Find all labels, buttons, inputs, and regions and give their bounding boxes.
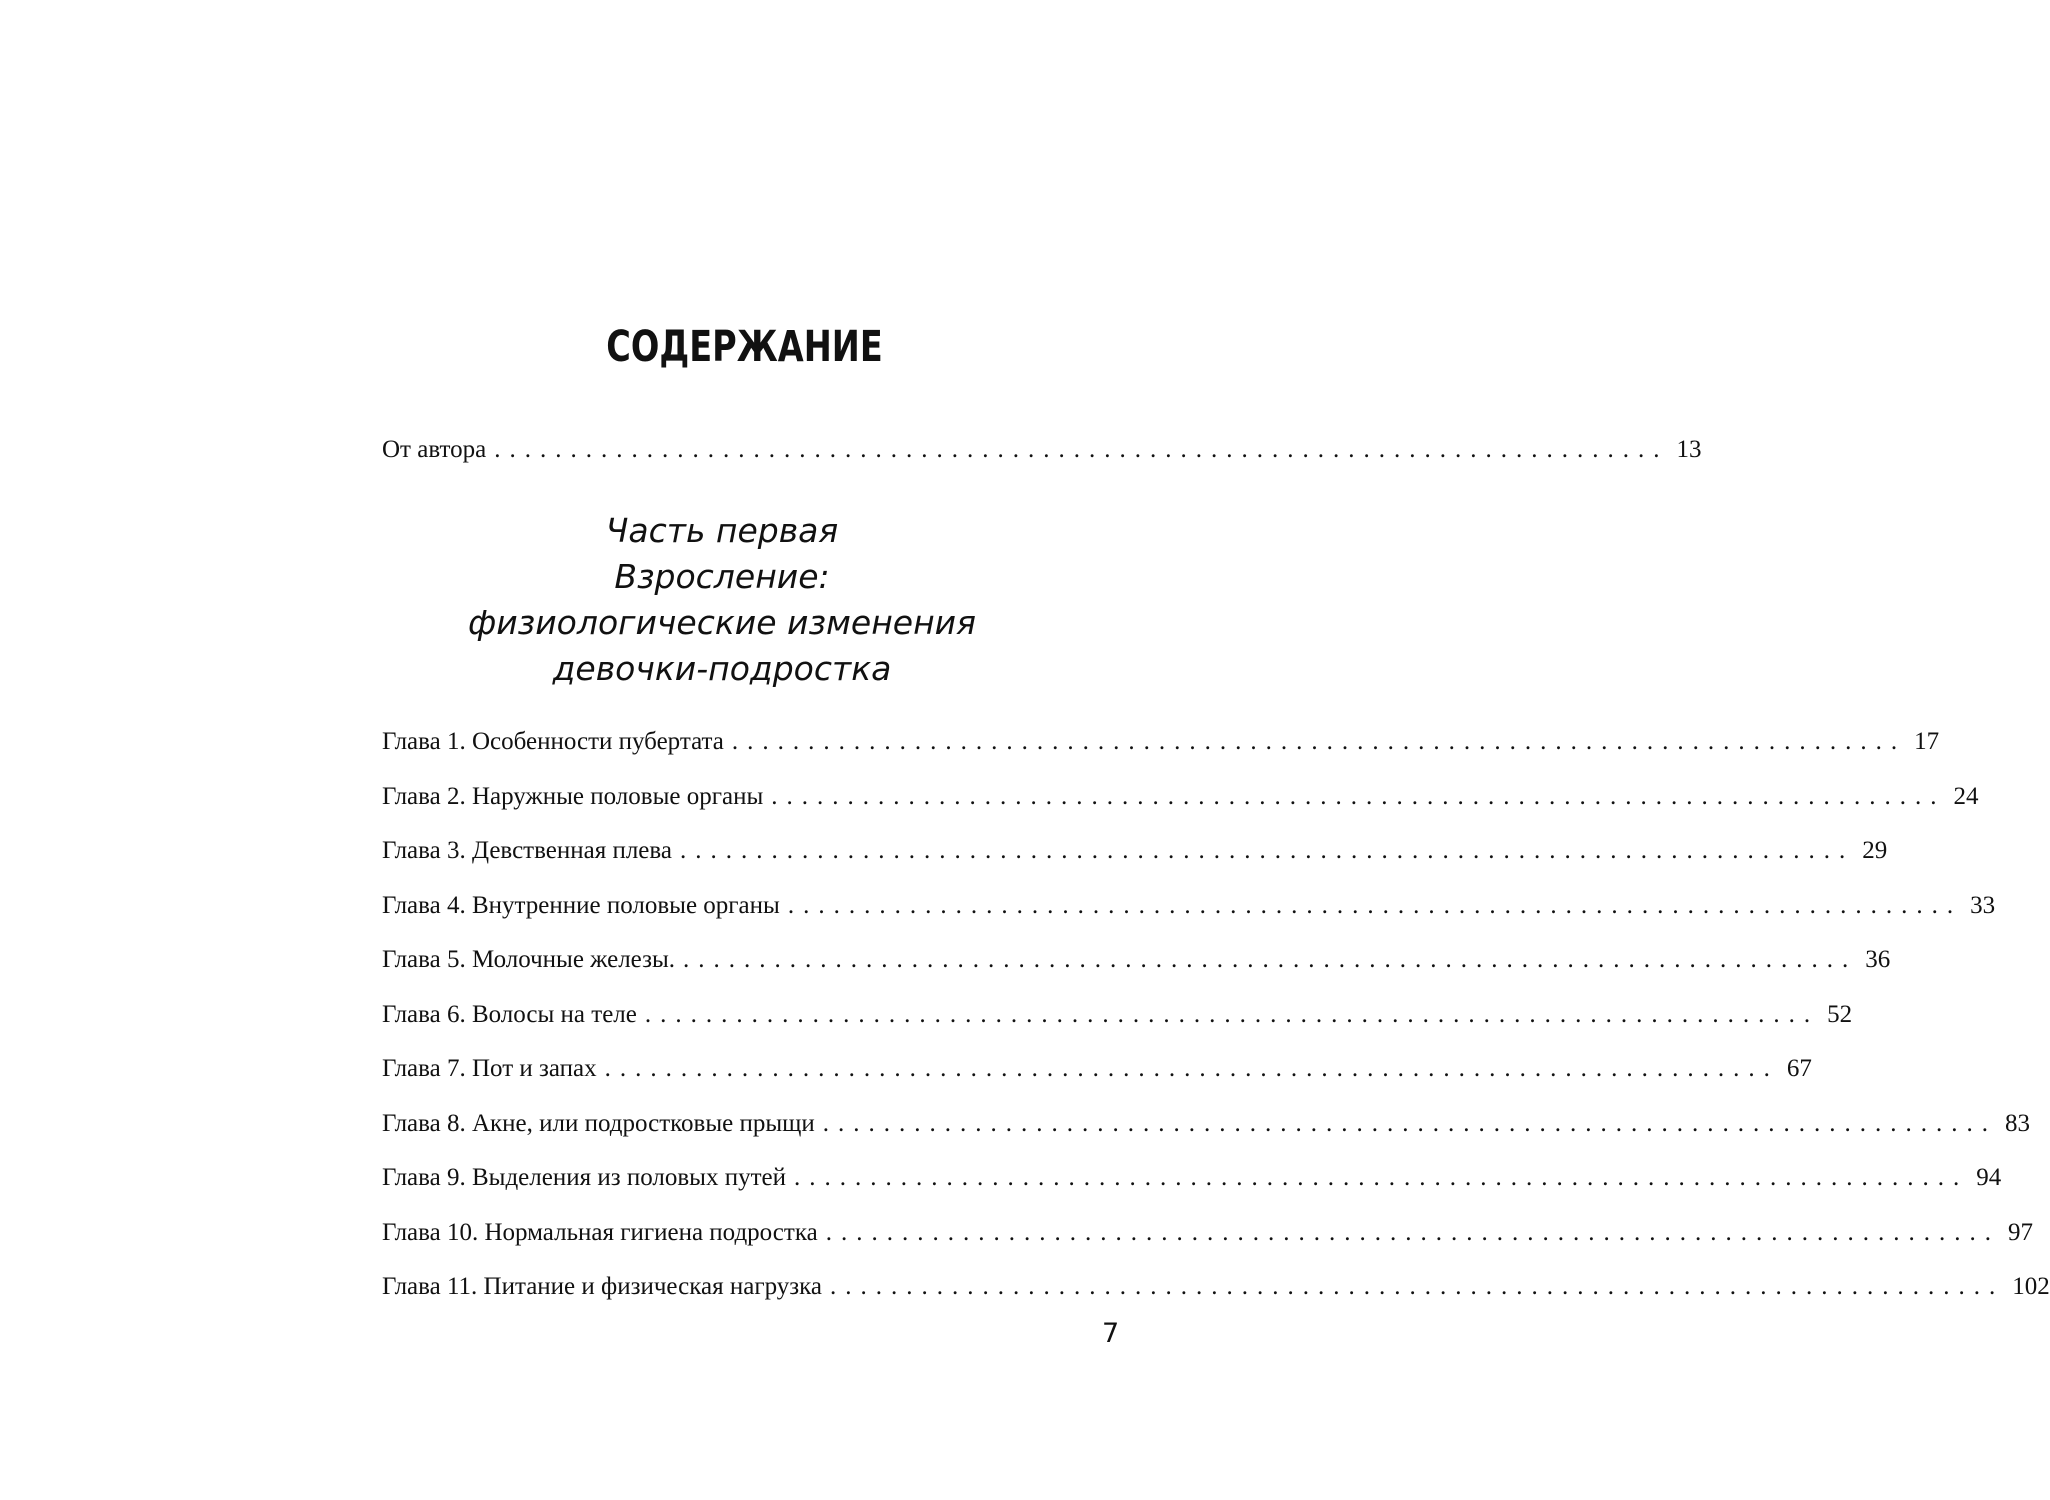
toc-entry-page: 33 (1970, 892, 1996, 919)
toc-entry-page: 17 (1914, 728, 1940, 755)
toc-entry-title: Глава 3. Девственная плева (382, 837, 672, 864)
dot-leader: ............................................................................. (771, 783, 1946, 810)
toc-entry-title: Глава 9. Выделения из половых путей (382, 1164, 786, 1191)
toc-entry-chapter-5 (382, 946, 1891, 974)
toc-entry-chapter-9 (382, 1164, 2002, 1192)
toc-entry-page: 97 (2007, 1219, 2033, 1246)
toc-entry-title: Глава 4. Внутренние половые органы (382, 892, 780, 919)
toc-entry-page: 29 (1862, 837, 1888, 864)
toc-entry-title: Глава 8. Акне, или подростковые прыщи (382, 1110, 815, 1137)
toc-entry-chapter-10 (382, 1219, 2033, 1247)
toc-entry-title: Глава 1. Особенности пубертата (382, 728, 724, 755)
toc-entry-chapter-7 (382, 1055, 1812, 1083)
toc-entry-page: 102 (2012, 1273, 2050, 1300)
toc-entry-page: 67 (1786, 1055, 1812, 1082)
part-title-line: Взросление: (614, 557, 830, 596)
toc-entry-title: Глава 5. Молочные железы. (382, 946, 676, 973)
toc-entry-chapter-2 (382, 783, 1979, 811)
dot-leader: ............................................................................. (494, 436, 1669, 463)
toc-entry-chapter-4 (382, 892, 1996, 920)
toc-entry-title: Глава 6. Волосы на теле (382, 1001, 637, 1028)
dot-leader: ............................................................................. (794, 1164, 1969, 1191)
dot-leader: ............................................................................. (787, 892, 1963, 919)
dot-leader: ............................................................................. (830, 1273, 2005, 1300)
part-number: Часть первая (605, 511, 839, 550)
dot-leader: ............................................................................. (683, 946, 1858, 973)
toc-entry-title: Глава 7. Пот и запах (382, 1055, 597, 1082)
toc-entry-chapter-1 (382, 728, 1940, 756)
part-title-line: девочки-подростка (552, 649, 892, 688)
toc-entry-intro (382, 436, 1702, 464)
toc-entry-page: 24 (1953, 783, 1979, 810)
toc-entry-chapter-6 (382, 1001, 1853, 1029)
toc-entry-page: 94 (1976, 1164, 2002, 1191)
toc-entry-page: 13 (1676, 436, 1702, 463)
dot-leader: ............................................................................. (825, 1219, 2000, 1246)
toc-entry-title: Глава 2. Наружные половые органы (382, 783, 764, 810)
dot-leader: ............................................................................. (822, 1110, 1998, 1137)
toc-entry-title: Глава 10. Нормальная гигиена подростка (382, 1219, 818, 1246)
toc-entry-page: 36 (1865, 946, 1891, 973)
part-title-line: физиологические изменения (468, 603, 976, 642)
toc-entry-chapter-11 (382, 1273, 2050, 1301)
part-heading (0, 508, 1500, 692)
dot-leader: ............................................................................. (644, 1001, 1820, 1028)
toc-entry-title: От автора (382, 436, 487, 463)
toc-entry-page: 83 (2005, 1110, 2031, 1137)
dot-leader: ............................................................................. (604, 1055, 1779, 1082)
toc-entry-page: 52 (1827, 1001, 1853, 1028)
toc-entry-chapter-3 (382, 837, 1888, 865)
page-title: СОДЕРЖАНИЕ (606, 322, 883, 372)
dot-leader: ............................................................................. (679, 837, 1855, 864)
toc-entry-chapter-8 (382, 1110, 2031, 1138)
dot-leader: ............................................................................. (731, 728, 1907, 755)
toc-entry-title: Глава 11. Питание и физическая нагрузка (382, 1273, 823, 1300)
page-number: 7 (1102, 1318, 1120, 1349)
